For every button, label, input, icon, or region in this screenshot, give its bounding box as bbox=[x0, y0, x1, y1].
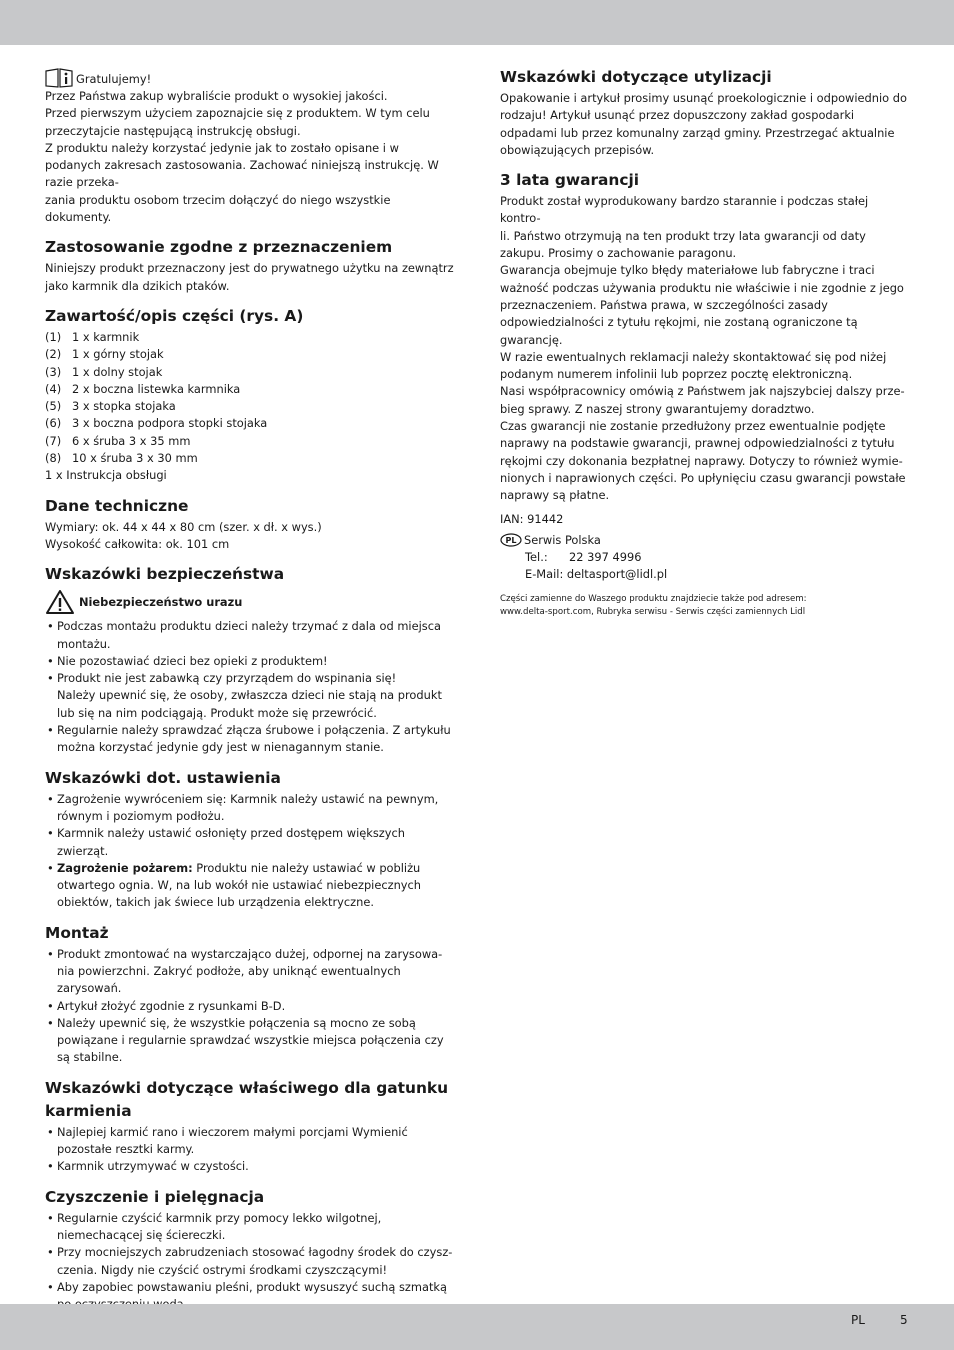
part-number: (4) bbox=[45, 381, 62, 396]
part-label: 6 x śruba 3 x 35 mm bbox=[72, 433, 191, 448]
part-label: 2 x boczna listewka karmnika bbox=[72, 381, 241, 396]
list-item: • Regularnie czyścić karmnik przy pomocy lekko wilgotnej, niemechacącej się ściereczki. bbox=[45, 1210, 457, 1245]
list-item: • Przy mocniejszych zabrudzeniach stosować łagodny środek do czysz- czenia. Nigdy nie czyścić ostrymi środkami czyszczącymi! bbox=[45, 1244, 457, 1279]
service-phone bbox=[500, 549, 910, 566]
heading-montaz: Montaż bbox=[45, 923, 109, 942]
parts-list bbox=[45, 329, 457, 467]
book-info-icon bbox=[45, 68, 73, 88]
part-number: (1) bbox=[45, 329, 62, 344]
list-item: • Należy upewnić się, że wszystkie połączenia są mocno ze sobą powiązane i regularnie sprawdzać wszystkie miejsca połączenia czy są stabilne. bbox=[45, 1015, 457, 1067]
part-label: 3 x boczna podpora stopki stojaka bbox=[72, 416, 268, 431]
gwarancja-text: Produkt został wyprodukowany bardzo starannie i podczas stałej kontro- li. Państwo otrzymują na ten produkt trzy lata gwarancji od daty zakupu. Prosimy o zachowanie paragonu. Gwarancja obejmuje tylko błędy materiałowe lub fabryczne i traci ważność podczas używania produktu nie właściwie i nie zgodnie z jego przeznaczeniem. Państwa prawa, w szczególności zasady odpowiedzialności z tytułu rękojmi, nie zostaną ograniczone tą gwarancję. W razie ewentualnych reklamacji należy skontaktować się pod niżej podanym numerem infolinii lub poprzez pocztę elektroniczną. Nasi współpracownicy omówią z Państwem jak najszybciej dalszy prze- bieg sprawy. Z naszej strony gwarantujemy doradztwo. Czas gwarancji nie zostanie przedłużony przez ewentualnie podjęte naprawy na podstawie gwarancji, prawnej odpowiedzialności z tytułu rękojmi czy dokonania bezpłatnej naprawy. Dotyczy to również wymie- nionych i naprawionych części. Po upłynięciu czasu gwarancji powstałe naprawy są płatne. bbox=[500, 194, 906, 503]
spare-parts-note: Części zamienne do Waszego produktu znajdziecie także pod adresem: www.delta-sport.com, Rubryka serwisu - Serwis części zamiennych Lidl bbox=[500, 593, 807, 617]
list-item: • Nie pozostawiać dzieci bez opieki z produktem! bbox=[45, 653, 457, 670]
heading-karmienie: Wskazówki dotyczące właściwego dla gatunku karmienia bbox=[45, 1078, 449, 1120]
phone-value: 22 397 4996 bbox=[569, 550, 642, 565]
warning-label: Niebezpieczeństwo urazu bbox=[79, 595, 243, 610]
service-name-row bbox=[500, 532, 910, 549]
intro-greeting: Gratulujemy! bbox=[76, 71, 152, 86]
part-label: 1 x górny stojak bbox=[72, 347, 164, 362]
phone-label: Tel.: bbox=[525, 550, 548, 565]
part-number: (8) bbox=[45, 451, 62, 466]
part-label: 1 x karmnik bbox=[72, 329, 140, 344]
list-item: • Artykuł złożyć zgodnie z rysunkami B-D. bbox=[45, 998, 457, 1015]
page-number: 5 bbox=[900, 1313, 908, 1327]
service-block bbox=[500, 532, 910, 584]
heading-zawartosc: Zawartość/opis części (rys. A) bbox=[45, 306, 304, 325]
top-band bbox=[0, 0, 954, 45]
list-item bbox=[45, 381, 457, 398]
ian-number: IAN: 91442 bbox=[500, 511, 564, 526]
list-item bbox=[45, 329, 457, 346]
list-item: • Produkt nie jest zabawką czy przyrządem do wspinania się! Należy upewnić się, że osoby, zwłaszcza dzieci nie stają na produkt lub się na nim podciągają. Produkt może się przewrócić. bbox=[45, 670, 457, 722]
safety-list bbox=[45, 618, 457, 756]
list-item bbox=[45, 860, 457, 912]
part-label: 3 x stopka stojaka bbox=[72, 399, 176, 414]
list-item: • Najlepiej karmić rano i wieczorem małymi porcjami Wymienić pozostałe resztki karmy. bbox=[45, 1124, 457, 1159]
list-item: • Zagrożenie wywróceniem się: Karmnik należy ustawić na pewnym, równym i poziomym podłożu. bbox=[45, 791, 457, 826]
right-column bbox=[500, 66, 910, 619]
heading-dane: Dane techniczne bbox=[45, 496, 189, 515]
feeding-list bbox=[45, 1124, 457, 1176]
dane-text: Wymiary: ok. 44 x 44 x 80 cm (szer. x dł. x wys.) Wysokość całkowita: ok. 101 cm bbox=[45, 519, 322, 551]
country-badge-label: PL bbox=[505, 536, 517, 546]
list-item bbox=[45, 433, 457, 450]
country-badge-icon bbox=[500, 533, 522, 547]
fire-hazard-label: Zagrożenie pożarem: bbox=[57, 860, 193, 875]
service-name: Serwis Polska bbox=[524, 532, 601, 547]
part-number: (7) bbox=[45, 433, 62, 448]
cleaning-list bbox=[45, 1210, 457, 1314]
placement-list bbox=[45, 791, 457, 912]
heading-bezpieczenstwo: Wskazówki bezpieczeństwa bbox=[45, 565, 285, 584]
list-item: • Podczas montażu produktu dzieci należy trzymać z dala od miejsca montażu. bbox=[45, 618, 457, 653]
left-column bbox=[45, 66, 457, 1313]
heading-ustawienia: Wskazówki dot. ustawienia bbox=[45, 768, 281, 787]
part-number: (5) bbox=[45, 399, 62, 414]
warning-triangle-icon bbox=[45, 589, 75, 615]
intro-text: Przez Państwa zakup wybraliście produkt o wysokiej jakości. Przed pierwszym użyciem zapoznajcie się z produktem. W tym celu przeczytajcie następującą instrukcję obsługi. Z produktu należy korzystać jedynie jak to zostało opisane i w podanych zakresach zastosowania. Zachować niniejszą instrukcję. W razie przeka- zania produktu osobom trzecim dołączyć do niego wszystkie dokumenty. bbox=[45, 89, 439, 225]
utylizacja-text: Opakowanie i artykuł prosimy usunąć proekologicznie i odpowiednio do rodzaju! Artykuł usunąć przez dopuszczony zakład gospodarki odpadami lub przez komunalny zarząd gminy. Przestrzegać aktualnie obowiązujących przepisów. bbox=[500, 91, 907, 157]
heading-zastosowanie: Zastosowanie zgodne z przeznaczeniem bbox=[45, 238, 393, 257]
zastosowanie-text: Niniejszy produkt przeznaczony jest do prywatnego użytku na zewnątrz jako karmnik dla dzikich ptaków. bbox=[45, 261, 454, 293]
warning-row bbox=[45, 588, 457, 616]
heading-gwarancja: 3 lata gwarancji bbox=[500, 171, 640, 190]
list-item bbox=[45, 415, 457, 432]
list-item: • Aby zapobiec powstawaniu pleśni, produkt wysuszyć suchą szmatką bbox=[45, 1279, 457, 1314]
intro-greeting-line bbox=[45, 66, 457, 88]
parts-extra: 1 x Instrukcja obsługi bbox=[45, 468, 167, 483]
list-item: • Karmnik należy ustawić osłonięty przed dostępem większych zwierząt. bbox=[45, 825, 457, 860]
list-item bbox=[45, 346, 457, 363]
list-item: • Produkt zmontować na wystarczająco dużej, odpornej na zarysowa- nia powierzchni. Zakryć podłoże, aby uniknąć ewentualnych zarysowań. bbox=[45, 946, 457, 998]
footer-language: PL bbox=[851, 1313, 865, 1327]
service-email: E-Mail: deltasport@lidl.pl bbox=[525, 567, 668, 582]
part-label: 1 x dolny stojak bbox=[72, 364, 163, 379]
part-number: (2) bbox=[45, 347, 62, 362]
list-item bbox=[45, 398, 457, 415]
fire-hazard-text: Produktu nie należy ustawiać w pobliżu otwartego ognia. W, na lub wokół nie ustawiać niebezpiecznych obiektów, takich jak świece lub urządzenia elektryczne. bbox=[57, 860, 422, 910]
part-number: (6) bbox=[45, 416, 62, 431]
heading-utylizacja: Wskazówki dotyczące utylizacji bbox=[500, 68, 772, 86]
part-number: (3) bbox=[45, 364, 62, 379]
heading-czyszczenie: Czyszczenie i pielęgnacja bbox=[45, 1187, 265, 1206]
list-item bbox=[45, 364, 457, 381]
bottom-band bbox=[0, 1304, 954, 1350]
list-item: • Regularnie należy sprawdzać złącza śrubowe i połączenia. Z artykułu można korzystać jedynie gdy jest w nienagannym stanie. bbox=[45, 722, 457, 757]
list-item bbox=[45, 450, 457, 467]
assembly-list bbox=[45, 946, 457, 1067]
part-label: 10 x śruba 3 x 30 mm bbox=[72, 451, 198, 466]
list-item: • Karmnik utrzymywać w czystości. bbox=[45, 1158, 457, 1175]
